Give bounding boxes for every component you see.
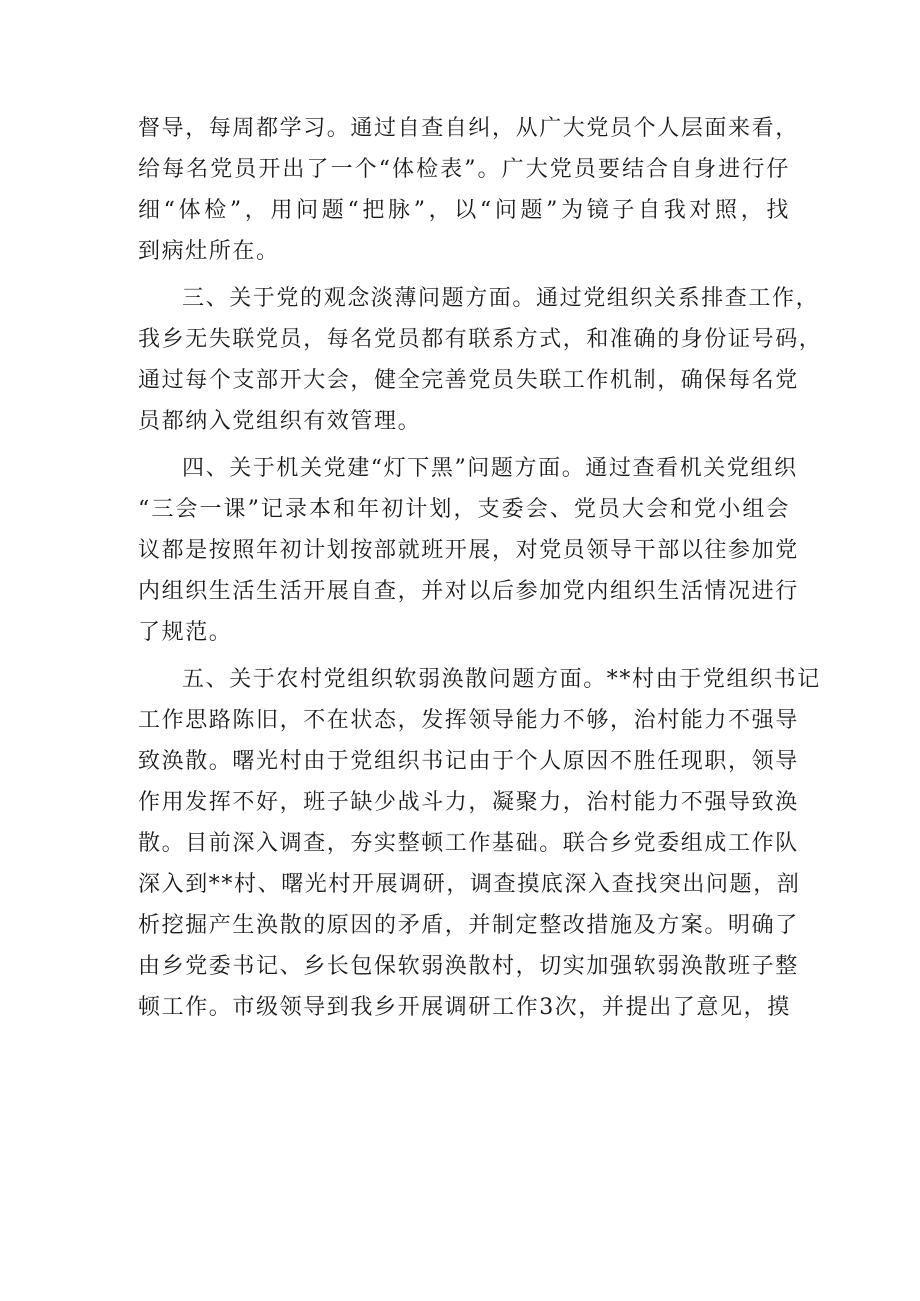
text-line: 由乡党委书记、乡长包保软弱涣散村，切实加强软弱涣散班子整 (138, 954, 799, 979)
text-line: 到病灶所在。 (138, 239, 280, 264)
text-line: “三会一课”记录本和年初计划，支委会、党员大会和党小组会 (138, 497, 790, 522)
text-line: 议都是按照年初计划按部就班开展，对党员领导干部以往参加党 (138, 538, 799, 563)
text-line: 内组织生活生活开展自查，并对以后参加党内组织生活情况进行 (138, 579, 799, 604)
text-line: 五、关于农村党组织软弱涣散问题方面。**村由于党组织书记 (182, 667, 821, 692)
text-line: 督导，每周都学习。通过自查自纠，从广大党员个人层面来看， (138, 116, 799, 141)
text-line: 三、关于党的观念淡薄问题方面。通过党组织关系排查工作， (182, 286, 820, 311)
text-line: 通过每个支部开大会，健全完善党员失联工作机制，确保每名党 (138, 368, 799, 393)
text-line: 工作思路陈旧，不在状态，发挥领导能力不够，治村能力不强导 (138, 708, 799, 733)
text-line: 顿工作。市级领导到我乡开展调研工作3次，并提出了意见，摸 (138, 995, 791, 1020)
text-line: 我乡无失联党员，每名党员都有联系方式，和准确的身份证号码， (138, 327, 823, 352)
text-line: 析挖掘产生涣散的原因的矛盾，并制定整改措施及方案。明确了 (138, 913, 799, 938)
paragraph-section-three (138, 278, 823, 442)
paragraph-section-four (138, 448, 799, 653)
text-line: 给每名党员开出了一个“体检表”。广大党员要结合自身进行仔 (138, 157, 790, 182)
text-line: 作用发挥不好，班子缺少战斗力，凝聚力，治村能力不强导致涣 (138, 790, 799, 815)
paragraph-continuation (138, 108, 799, 272)
document-body (138, 108, 823, 1034)
paragraph-section-five (138, 659, 821, 1028)
text-line: 了规范。 (138, 620, 233, 645)
text-line: 员都纳入党组织有效管理。 (138, 409, 422, 434)
text-line: 四、关于机关党建“灯下黑”问题方面。通过查看机关党组织 (182, 456, 798, 481)
text-line: 致涣散。曙光村由于党组织书记由于个人原因不胜任现职，领导 (138, 749, 799, 774)
text-line: 深入到**村、曙光村开展调研，调查摸底深入查找突出问题，剖 (138, 872, 801, 897)
text-line: 散。目前深入调查，夯实整顿工作基础。联合乡党委组成工作队 (138, 831, 799, 856)
text-line: 细“体检”，用问题“把脉”，以“问题”为镜子自我对照，找 (138, 198, 790, 223)
